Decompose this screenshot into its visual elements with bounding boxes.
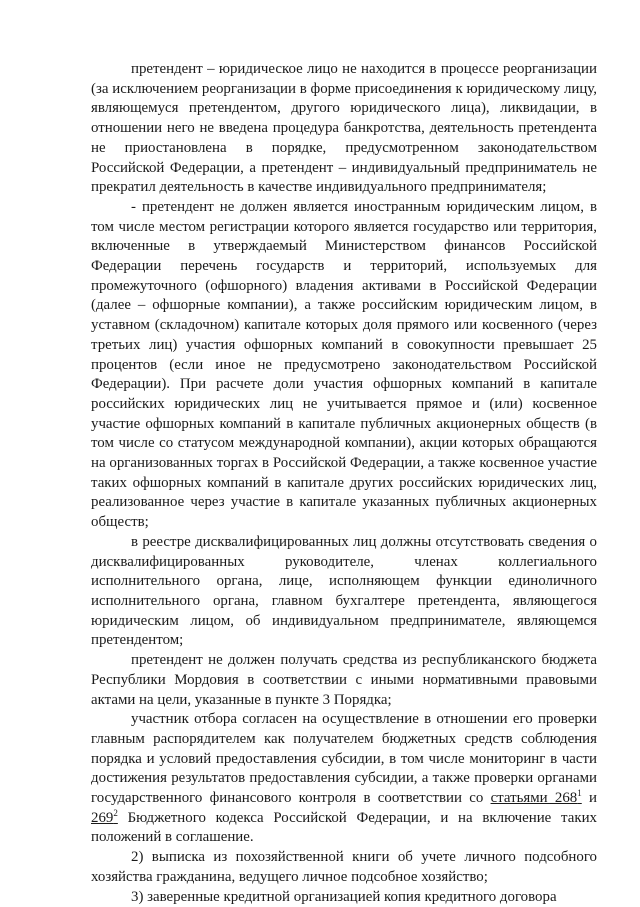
budget-code-text: Бюджетного кодекса Российской Федерации, и на включение таких положений в соглашение. xyxy=(91,809,597,846)
paragraph-credit-agreement: 3) заверенные кредитной организацией копия кредитного договора xyxy=(131,888,557,905)
paragraph-audit-consent xyxy=(91,710,597,848)
paragraph-reorganization: претендент – юридическое лицо не находится в процессе реорганизации (за исключением реорганизации в форме присоединения к юридическому лицу, являющемуся претендентом, другого юридического лица), ликвидации, в отношении него не введена процедура банкротства, деятельность претендента не приостановлена в порядке, предусмотренном законодательством Российской Федерации, а претендент – индивидуальный предприниматель не прекратил деятельность в качестве индивидуального предпринимателя; xyxy=(91,61,597,196)
audit-consent-text: участник отбора согласен на осуществление в отношении его проверки главным распорядителем как получателем бюджетных средств соблюдения порядка и условий предоставления субсидии, в том числе мониторинг в части достижения результатов предоставления субсидии, а также проверки органами государственного финансового контроля в соответствии со xyxy=(91,711,597,807)
article-269-link[interactable]: $269^2$ xyxy=(91,807,118,826)
article-268-link[interactable]: статьями $268^1$ xyxy=(490,788,582,807)
article-268-superscript: 1 xyxy=(577,788,582,799)
document-page xyxy=(91,60,597,907)
paragraph-offshore: - претендент не должен является иностранным юридическим лицом, в том числе местом регистрации которого является государство или территория, включенные в утверждаемый Министерством финансов Российской Федерации перечень государств и территорий, используемых для промежуточного (офшорного) владения активами в Российской Федерации (далее – офшорные компании), а также российским юридическим лицом, в уставном (складочном) капитале которых доля прямого или косвенного (через третьих лиц) участия офшорных компаний в совокупности превышает 25 процентов (если иное не предусмотрено законодательством Российской Федерации). При расчете доли участия офшорных компаний в капитале российских юридических лиц не учитывается прямое и (или) косвенное участие офшорных компаний в капитале публичных акционерных обществ (в том числе со статусом международной компании), акции которых обращаются на организованных торгах в Российской Федерации, а также косвенное участие таких офшорных компаний в капитале других российских юридических лиц, реализованное через участие в капитале указанных публичных акционерных обществ; xyxy=(91,198,597,531)
paragraph-disqualified-registry: в реестре дисквалифицированных лиц должны отсутствовать сведения о дисквалифицированных руководителе, членах коллегиального исполнительного органа, лице, исполняющем функции единоличного исполнительного органа, главном бухгалтере претендента, являющегося юридическим лицом, об индивидуальном предпринимателе, являющемся претендентом; xyxy=(91,533,597,649)
article-269-superscript: 2 xyxy=(113,807,118,818)
paragraph-republican-budget: претендент не должен получать средства из республиканского бюджета Республики Мордовия в соответствии с иными нормативными правовыми актами на цели, указанные в пункте 3 Порядка; xyxy=(91,652,597,708)
and-text: и xyxy=(581,790,597,807)
paragraph-household-extract: 2) выписка из похозяйственной книги об учете личного подсобного хозяйства гражданина, ведущего личное подсобное хозяйство; xyxy=(91,849,597,885)
